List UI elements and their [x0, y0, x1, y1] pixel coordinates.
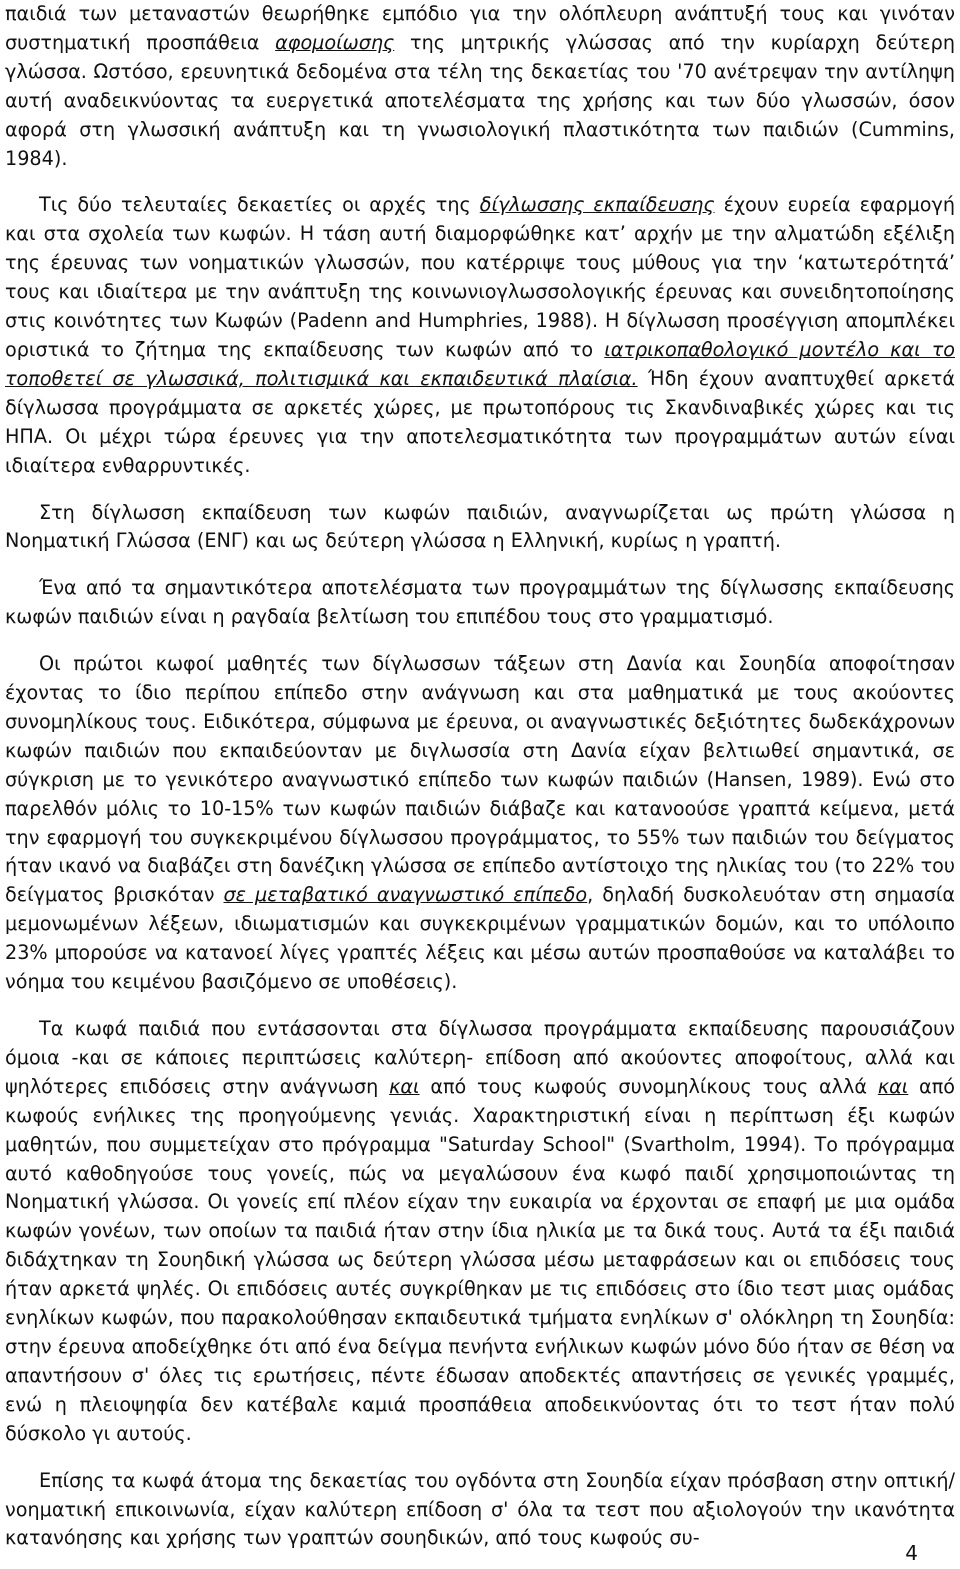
text-run: παιδιά των μεταναστών θεωρήθηκε εμπόδιο για την ολόπλευρη ανάπτυξή τους και γινόταν συστηματική προσπάθεια	[5, 2, 955, 54]
text-run: Τα κωφά παιδιά που εντάσσονται στα δίγλωσσα προγράμματα εκπαίδευσης παρουσιάζουν όμοια -και σε κάποιες περιπτώσεις καλύτερη- επίδοση από ακούοντες αποφοίτους, αλλά και ψηλότερες επιδόσεις στην ανάγνωση	[5, 1017, 955, 1098]
paragraph-4	[5, 574, 955, 632]
text-run: Οι πρώτοι κωφοί μαθητές των δίγλωσσων τάξεων στη Δανία και Σουηδία αποφοίτησαν έχοντας το ίδιο περίπου επίπεδο στην ανάγνωση και στα μαθηματικά με τους ακούοντες συνομηλίκους τους. Ειδικότερα, σύμφωνα με έρευνα, οι αναγνωστικές δεξιότητες δωδεκάχρονων κωφών παιδιών που εκπαιδεύονταν με διγλωσσία στη Δανία είχαν βελτιωθεί σημαντικά, σε σύγκριση με το γενικότερο αναγνωστικό επίπεδο των κωφών παιδιών (Hansen, 1989). Ενώ στο παρελθόν μόλις το 10-15% των κωφών παιδιών διάβαζε και κατανοούσε γραπτά κείμενα, μετά την εφαρμογή του συγκεκριμένου δίγλωσσου προγράμματος, το 55% των παιδιών του δείγματος ήταν ικανό να διαβάζει στη δανέζικη γλώσσα σε επίπεδο αντίστοιχο της ηλικίας του (το 22% του δείγματος βρισκόταν	[5, 652, 955, 907]
emphasized-phrase: και	[877, 1074, 909, 1098]
text-run: Ήδη έχουν αναπτυχθεί αρκετά δίγλωσσα προγράμματα σε αρκετές χώρες, με πρωτοπόρους τις Σκανδιναβικές χώρες και τις ΗΠΑ. Οι μέχρι τώρα έρευνες για την αποτελεσματικότητα των προγραμμάτων αυτών είναι ιδιαίτερα ενθαρρυντικές.	[5, 366, 955, 477]
emphasized-phrase: σε μεταβατικό αναγνωστικό επίπεδο	[223, 883, 588, 907]
paragraph-1	[5, 0, 955, 173]
text-run: Στη δίγλωσση εκπαίδευση των κωφών παιδιών, αναγνωρίζεται ως πρώτη γλώσσα η Νοηματική Γλώσσα (ΕΝΓ) και ως δεύτερη γλώσσα η Ελληνική, κυρίως η γραπτή.	[5, 500, 955, 553]
paragraph-5	[5, 650, 955, 997]
text-run: Ένα από τα σημαντικότερα αποτελέσματα των προγραμμάτων της δίγλωσσης εκπαίδευσης κωφών παιδιών είναι η ραγδαία βελτίωση του επιπέδου τους στο γραμματισμό.	[5, 576, 955, 629]
emphasized-phrase: αφομοίωσης	[275, 30, 395, 54]
emphasized-phrase: και	[389, 1074, 420, 1098]
text-run: από κωφούς ενήλικες της προηγούμενης γενιάς. Χαρακτηριστική είναι η περίπτωση έξι κωφών μαθητών, που συμμετείχαν στο πρόγραμμα "Saturday School" (Svartholm, 1994). Το πρόγραμμα αυτό καθοδηγούσε τους γονείς, πώς να μεγαλώσουν ένα κωφό παιδί χρησιμοποιώντας τη Νοηματική γλώσσα. Οι γονείς επί πλέον είχαν την ευκαιρία να έρχονται σε επαφή με μια ομάδα κωφών γονέων, των οποίων τα παιδιά ήταν στην ίδια ηλικία με τα δικά τους. Αυτά τα έξι παιδιά διδάχτηκαν τη Σουηδική γλώσσα ως δεύτερη γλώσσα μέσω μεταφράσεων και οι επιδόσεις τους ήταν αρκετά ψηλές. Οι επιδόσεις αυτές συγκρίθηκαν με τις επιδόσεις στο ίδιο τεστ μιας ομάδας ενηλίκων κωφών, που παρακολούθησαν εκπαιδευτικά τμήματα ενηλίκων σ' ολόκληρη τη Σουηδία: στην έρευνα αποδείχθηκε ότι από ένα δείγμα πενήντα ενήλικων κωφών μόνο δύο ήταν σε θέση να απαντήσουν σ' όλες τις ερωτήσεις, πέντε έδωσαν αποδεκτές απαντήσεις σε γενικές γραμμές, ενώ η πλειοψηφία δεν κατέβαλε καμιά προσπάθεια αποδεικνύοντας ότι το τεστ ήταν πολύ δύσκολο γι αυτούς.	[5, 1074, 955, 1445]
text-run: Επίσης τα κωφά άτομα της δεκαετίας του ογδόντα στη Σουηδία είχαν πρόσβαση στην οπτική/νοηματική επικοινωνία, είχαν καλύτερη επίδοση σ' όλα τα τεστ που αξιολογούν την ικανότητα κατανόησης και χρήσης των γραπτών σουηδικών, από τους κωφούς συ-	[5, 1468, 955, 1550]
text-run: από τους κωφούς συνομηλίκους τους αλλά	[419, 1074, 878, 1098]
text-run: Τις δύο τελευταίες δεκαετίες οι αρχές της	[39, 193, 480, 217]
text-run: της μητρικής γλώσσας από την κυρίαρχη δεύτερη γλώσσα. Ωστόσο, ερευνητικά δεδομένα στα τέλη της δεκαετίας του '70 ανέτρεψαν την αντίληψη αυτή αναδεικνύοντας τα ευεργετικά αποτελέσματα της χρήσης και των δύο γλωσσών, όσον αφορά στη γλωσσική ανάπτυξη και τη γνωσιολογική πλαστικότητα των παιδιών (Cummins, 1984).	[5, 30, 955, 170]
paragraph-2	[5, 191, 955, 480]
document-page	[5, 0, 955, 1553]
emphasized-phrase: ιατρικοπαθολογικό μοντέλο και το τοποθετεί σε γλωσσικά, πολιτισμικά και εκπαιδευτικά πλαίσια.	[5, 337, 955, 390]
text-run: , δηλαδή δυσκολευόταν στη σημασία μεμονωμένων λέξεων, ιδιωματισμών και συγκεκριμένων γραμματικών δομών, και το υπόλοιπο 23% μπορούσε να κατανοεί λίγες γραπτές λέξεις και μέσω αυτών προσπαθούσε να καταλάβει το νόημα του κειμένου βασιζόμενο σε υποθέσεις).	[5, 883, 956, 994]
emphasized-phrase: δίγλωσσης εκπαίδευσης	[479, 193, 715, 217]
paragraph-6	[5, 1015, 955, 1449]
paragraph-3	[5, 499, 955, 557]
paragraph-7	[5, 1467, 955, 1554]
text-run: έχουν ευρεία εφαρμογή και στα σχολεία των κωφών. Η τάση αυτή διαμορφώθηκε κατ’ αρχήν με την αλματώδη εξέλιξη της έρευνας των νοηματικών γλωσσών, που κατέρριψε τους μύθους για την ‘κατωτερότητά’ τους και ιδιαίτερα με την ανάπτυξη της κοινωνιογλωσσολογικής έρευνας και συνειδητοποίησης στις κοινότητες των Κωφών (Padenn and Humphries, 1988). Η δίγλωσση προσέγγιση απομπλέκει οριστικά το ζήτημα της εκπαίδευσης των κωφών από το	[5, 193, 955, 361]
page-number: 4	[905, 1541, 918, 1565]
